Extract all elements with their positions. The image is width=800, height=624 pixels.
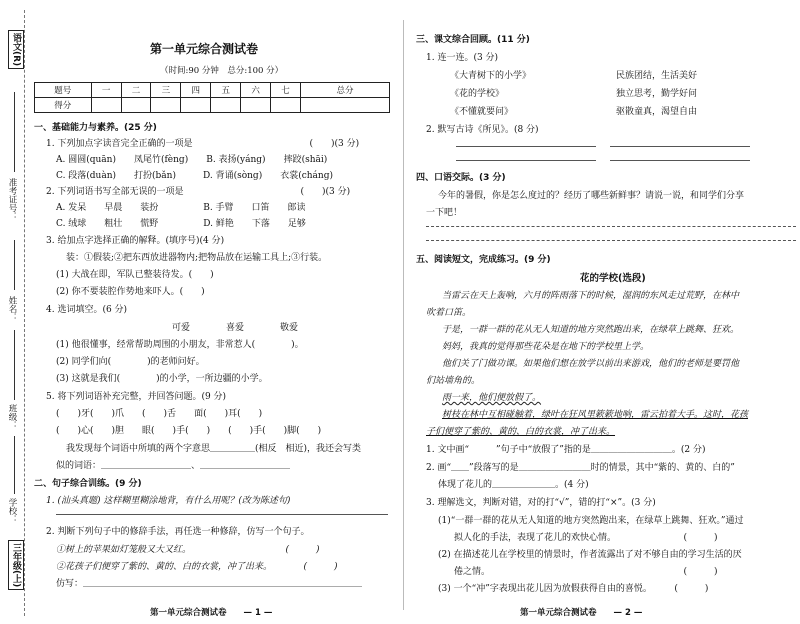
- match-right-item[interactable]: 独立思考，勤学好问: [616, 89, 698, 99]
- writing-line[interactable]: [426, 226, 796, 227]
- score-input-cell[interactable]: [151, 98, 181, 113]
- table-cell: 二: [121, 83, 151, 98]
- section-heading: 二、句子综合训练。(9 分): [34, 479, 142, 489]
- option-text: A. 圆圆(quān) 凤尾竹(fèng) B. 表扬(yáng) 摔跤(shāi): [56, 155, 328, 165]
- match-right-item[interactable]: 驱散童真，渴望自由: [616, 107, 698, 117]
- column-divider: [403, 20, 404, 610]
- definition-text: 装：①假装;②把东西放进器物内;把物品放在运输工具上;③行装。: [66, 253, 328, 263]
- answer-line[interactable]: [610, 146, 750, 147]
- table-cell: 四: [181, 83, 211, 98]
- exam-number-label: 准考证号：: [7, 178, 17, 221]
- word-bank: 可爱 喜爱 敬爱: [172, 323, 299, 333]
- answer-line[interactable]: [456, 146, 596, 147]
- table-cell: 五: [211, 83, 241, 98]
- passage-line-underlined: 子们便穿了紫的、黄的、白的衣裳，冲了出来。: [426, 427, 616, 437]
- sub-question: (1) 他很懂事，经常帮助周围的小朋友，非常惹人( )。: [56, 340, 304, 350]
- question-text: 2. 默写古诗《所见》。(8 分): [426, 125, 539, 135]
- table-cell: 六: [241, 83, 271, 98]
- page-footer: 第一单元综合测试卷 — 2 —: [520, 608, 643, 618]
- option-text: A. 发呆 早晨 装扮 B. 手臂 口笛 郎读: [56, 203, 306, 213]
- match-left-item[interactable]: 《不懂就要问》: [450, 107, 514, 117]
- table-cell: 三: [151, 83, 181, 98]
- score-input-cell[interactable]: [271, 98, 301, 113]
- option-text: C. 绒球 粗壮 慌野 D. 鲜艳 下落 足够: [56, 219, 306, 229]
- subject-tab: 语文(R): [8, 30, 24, 69]
- passage-line: 们站墙角的。: [426, 376, 481, 386]
- fill-blank-row[interactable]: ( )心( )胆 眼( )手( ) ( )手( )脚( ): [56, 426, 322, 436]
- school-label: 学校：: [7, 498, 17, 524]
- question-text[interactable]: 2. 画“＿＿”段落写的是＿＿＿＿＿＿＿＿时的情景，其中“紫的、黄的、白的”: [426, 463, 735, 473]
- judgement-item[interactable]: (3) 一个“冲”字表现出花儿因为放假获得自由的喜悦。 ( ): [438, 584, 709, 594]
- judgement-item: (1)“一群一群的花从无人知道的地方突然跑出来，在绿草上跳舞、狂欢。”通过: [438, 516, 744, 526]
- table-cell: 总分: [301, 83, 390, 98]
- judgement-item: (2) 在描述花儿在学校里的情景时，作者流露出了对不够自由的学习生活的厌: [438, 550, 742, 560]
- question-text: 5. 将下列词语补充完整，并回答问题。(9 分): [46, 392, 227, 402]
- section-heading: 五、阅读短文，完成练习。(9 分): [416, 255, 551, 265]
- question-text: 2. 判断下列句子中的修辞手法，再任选一种修辞，仿写一个句子。: [46, 527, 310, 537]
- question-text: 2. 下列词语书写全部无误的一项是 ( )(3 分): [46, 187, 351, 197]
- score-input-cell[interactable]: [211, 98, 241, 113]
- sub-question: (2) 同学们向( )的老师问好。: [56, 357, 205, 367]
- answer-line[interactable]: [610, 160, 750, 161]
- passage-title: 花的学校(选段): [580, 273, 646, 284]
- question-text: 1. 下列加点字读音完全正确的一项是 ( )(3 分): [46, 139, 360, 149]
- sentence-item: ②花孩子们便穿了紫的、黄的、白的衣裳，冲了出来。 ( ): [56, 562, 338, 572]
- match-left-item[interactable]: 《大青树下的小学》: [450, 71, 532, 81]
- passage-line: 吹着口笛。: [426, 308, 472, 318]
- sentence-item: ①树上的苹果如灯笼般又大又红。 ( ): [56, 545, 320, 555]
- table-row: [35, 83, 390, 98]
- table-cell: 题号: [35, 83, 92, 98]
- answer-line[interactable]: [56, 514, 388, 515]
- question-text[interactable]: 体现了花儿的＿＿＿＿＿＿＿。(4 分): [438, 480, 589, 490]
- section-heading: 三、课文综合回顾。(11 分): [416, 35, 530, 45]
- question-text: 1. (汕头真题) 这样糊里糊涂地背，有什么用呢？(改为陈述句): [46, 496, 291, 506]
- sub-question: (1) 大战在即，军队已整装待发。( ): [56, 270, 214, 280]
- judgement-item[interactable]: 倦之情。 ( ): [454, 567, 718, 577]
- score-input-cell[interactable]: [121, 98, 151, 113]
- section-heading: 四、口语交际。(3 分): [416, 173, 506, 183]
- table-cell: 一: [91, 83, 121, 98]
- question-text: 我发现每个词语中所填的两个字意思＿＿＿＿＿(相反 相近)，我还会写类: [66, 444, 362, 454]
- question-text: 1. 连一连。(3 分): [426, 53, 499, 63]
- grade-tab: 三年级(上): [8, 540, 24, 590]
- question-text[interactable]: 1. 文中画“ ”句子中“放假了”指的是＿＿＿＿＿＿＿＿＿。(2 分): [426, 445, 706, 455]
- prompt-text: 今年的暑假，你是怎么度过的？经历了哪些新鲜事？请说一说，和同学们分享: [438, 191, 745, 201]
- sub-question: (3) 这就是我们( )的小学，一所边疆的小学。: [56, 374, 268, 384]
- score-input-cell[interactable]: [91, 98, 121, 113]
- page-title: 第一单元综合测试卷: [150, 42, 259, 56]
- passage-line: 于是，一群一群的花从无人知道的地方突然跑出来，在绿草上跳舞、狂欢。: [442, 325, 740, 335]
- passage-line: 妈妈，我真的觉得那些花朵是在地下的学校里上学。: [442, 342, 650, 352]
- answer-line[interactable]: [456, 160, 596, 161]
- passage-line: 当雷云在天上轰响，六月的阵雨落下的时候，湿润的东风走过荒野，在林中: [442, 291, 740, 301]
- answer-blanks[interactable]: 似的词语：＿＿＿＿＿＿＿＿＿＿、＿＿＿＿＿＿＿＿＿＿: [56, 461, 291, 471]
- section-heading: 一、基础能力与素养。(25 分): [34, 123, 157, 133]
- question-text: 4. 选词填空。(6 分): [46, 305, 128, 315]
- sub-question: (2) 你不要装腔作势地来吓人。( ): [56, 287, 205, 297]
- option-text: C. 段落(duàn) 打扮(bǎn) D. 背诵(sòng) 衣裳(cháng): [56, 171, 333, 181]
- judgement-item[interactable]: 拟人化的手法，表现了花儿的欢快心情。 ( ): [454, 533, 718, 543]
- table-cell: 七: [271, 83, 301, 98]
- score-input-cell[interactable]: [301, 98, 390, 113]
- writing-line[interactable]: [426, 240, 796, 241]
- passage-line-underlined: 树枝在林中互相碰触着，绿叶在狂风里簌簌地响，雷云拍着大手。这时，花孩: [442, 410, 749, 420]
- table-cell: 得分: [35, 98, 92, 113]
- match-left-item[interactable]: 《花的学校》: [450, 89, 505, 99]
- name-label: 姓名：: [7, 296, 17, 322]
- class-label: 班级：: [7, 404, 17, 430]
- score-input-cell[interactable]: [181, 98, 211, 113]
- time-score-note: （时间:90 分钟 总分:100 分）: [160, 66, 284, 76]
- page-2: [410, 0, 800, 624]
- prompt-text: 一下吧！: [426, 208, 463, 218]
- score-table: [34, 82, 390, 113]
- fill-blank-row[interactable]: ( )牙( )爪 ( )舌 面( )耳( ): [56, 409, 263, 419]
- match-right-item[interactable]: 民族团结，生活美好: [616, 71, 698, 81]
- score-input-cell[interactable]: [241, 98, 271, 113]
- table-row: [35, 98, 390, 113]
- passage-line: 他们关了门做功课。如果他们想在放学以前出来游戏，他们的老师是要罚他: [442, 359, 740, 369]
- page-footer: 第一单元综合测试卷 — 1 —: [150, 608, 273, 618]
- question-text: 3. 理解选文，判断对错，对的打“√”，错的打“×”。(3 分): [426, 498, 656, 508]
- imitation-answer[interactable]: 仿写：＿＿＿＿＿＿＿＿＿＿＿＿＿＿＿＿＿＿＿＿＿＿＿＿＿＿＿＿＿＿＿: [56, 579, 363, 589]
- question-text: 3. 给加点字选择正确的解释。(填序号)(4 分): [46, 236, 225, 246]
- passage-line-wavy: 雨一来，他们便放假了。: [442, 393, 542, 403]
